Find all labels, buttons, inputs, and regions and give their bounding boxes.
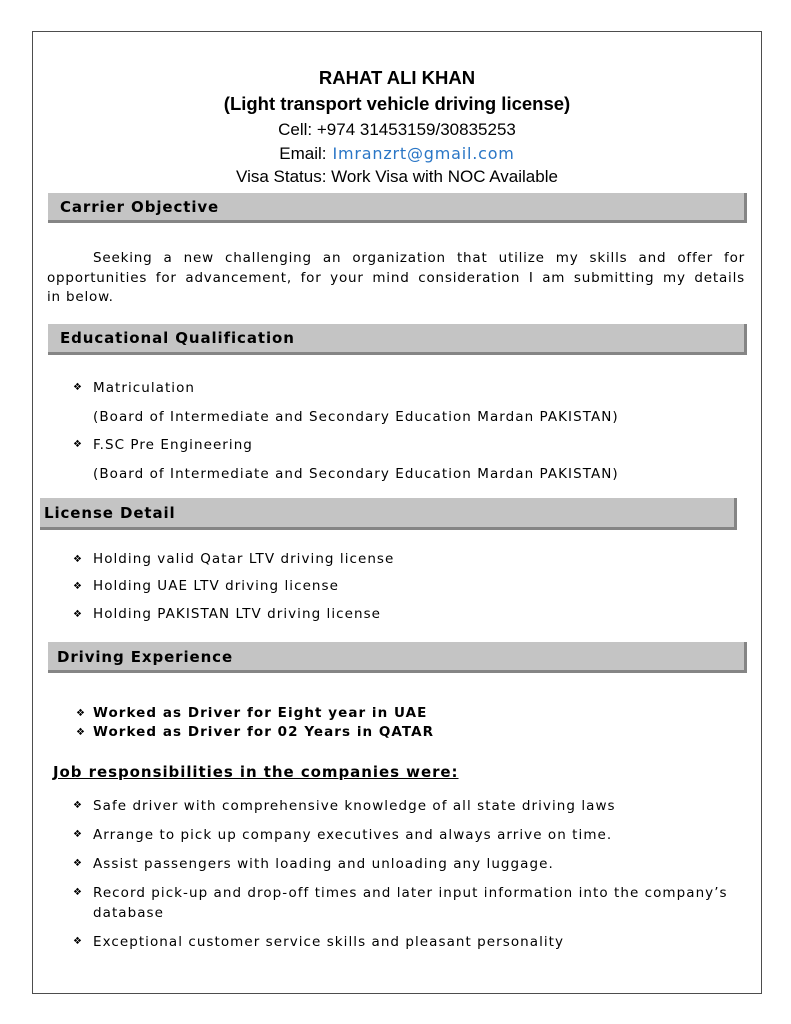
responsibility-text: Exceptional customer service skills and pleasant personality [93, 934, 565, 950]
list-item [73, 883, 745, 923]
education-title: Matriculation [93, 380, 196, 396]
education-list [73, 374, 745, 488]
responsibility-text: Assist passengers with loading and unloading any luggage. [93, 856, 554, 872]
list-item [76, 704, 745, 723]
license-subtitle: (Light transport vehicle driving license) [223, 93, 571, 114]
education-item [73, 374, 745, 403]
diamond-bullet-icon: ❖ [76, 726, 85, 738]
list-item [73, 796, 745, 816]
responsibilities-list [73, 796, 745, 961]
section-header-carrier-objective [48, 193, 747, 223]
diamond-bullet-icon: ❖ [73, 829, 82, 840]
education-board-text: (Board of Intermediate and Secondary Education Mardan PAKISTAN) [93, 408, 619, 425]
objective-line: Seeking a new challenging an organization that utilize my skills and offer for [93, 250, 745, 266]
job-responsibilities-heading: Job responsibilities in the companies were: [53, 763, 459, 781]
section-header-driving-experience [48, 642, 747, 673]
list-item [73, 854, 745, 874]
objective-line: in below. [47, 289, 114, 305]
objective-paragraph [47, 249, 745, 308]
diamond-bullet-icon: ❖ [73, 439, 82, 450]
experience-list [76, 704, 745, 742]
diamond-bullet-icon: ❖ [73, 887, 82, 898]
license-item-text: Holding valid Qatar LTV driving license [93, 550, 395, 567]
experience-item-text: Worked as Driver for 02 Years in QATAR [93, 723, 435, 740]
list-item [73, 601, 745, 629]
diamond-bullet-icon: ❖ [73, 553, 82, 565]
experience-item-text: Worked as Driver for Eight year in UAE [93, 704, 428, 721]
cell-phone: Cell: +974 31453159/30835253 [278, 120, 516, 139]
responsibility-text: Safe driver with comprehensive knowledge of all state driving laws [93, 798, 616, 814]
diamond-bullet-icon: ❖ [73, 581, 82, 592]
section-header-license-detail [40, 498, 737, 530]
section-title: Driving Experience [57, 648, 234, 666]
section-header-educational-qualification [48, 324, 747, 355]
education-board [93, 403, 745, 432]
diamond-bullet-icon: ❖ [73, 936, 82, 947]
section-title: Educational Qualification [60, 329, 295, 347]
list-item [73, 546, 745, 574]
license-item-text: Holding UAE LTV driving license [93, 578, 339, 594]
education-item [73, 431, 745, 460]
section-title: Carrier Objective [60, 198, 220, 216]
visa-status: Visa Status: Work Visa with NOC Available [236, 167, 558, 186]
responsibility-text: Record pick-up and drop-off times and later input information into the company’s database [93, 885, 728, 921]
list-item [73, 825, 745, 845]
list-item [76, 723, 745, 742]
license-list [73, 546, 745, 629]
education-title: F.SC Pre Engineering [93, 437, 253, 453]
candidate-name: RAHAT ALI KHAN [318, 67, 476, 88]
email-line [32, 144, 762, 164]
section-title: License Detail [44, 504, 176, 522]
education-board [93, 460, 745, 489]
responsibility-text: Arrange to pick up company executives and always arrive on time. [93, 827, 613, 843]
list-item [73, 573, 745, 601]
diamond-bullet-icon: ❖ [76, 707, 85, 719]
diamond-bullet-icon: ❖ [73, 858, 82, 869]
list-item [73, 932, 745, 952]
license-item-text: Holding PAKISTAN LTV driving license [93, 605, 382, 622]
objective-line: opportunities for advancement, for your mind consideration I am submitting my details [47, 269, 745, 286]
diamond-bullet-icon: ❖ [73, 800, 82, 811]
diamond-bullet-icon: ❖ [73, 608, 82, 620]
email-label: Email: [279, 144, 327, 163]
education-board-text: (Board of Intermediate and Secondary Education Mardan PAKISTAN) [93, 465, 619, 482]
diamond-bullet-icon: ❖ [73, 382, 82, 393]
email-link[interactable]: Imranzrt@gmail.com [332, 144, 515, 163]
